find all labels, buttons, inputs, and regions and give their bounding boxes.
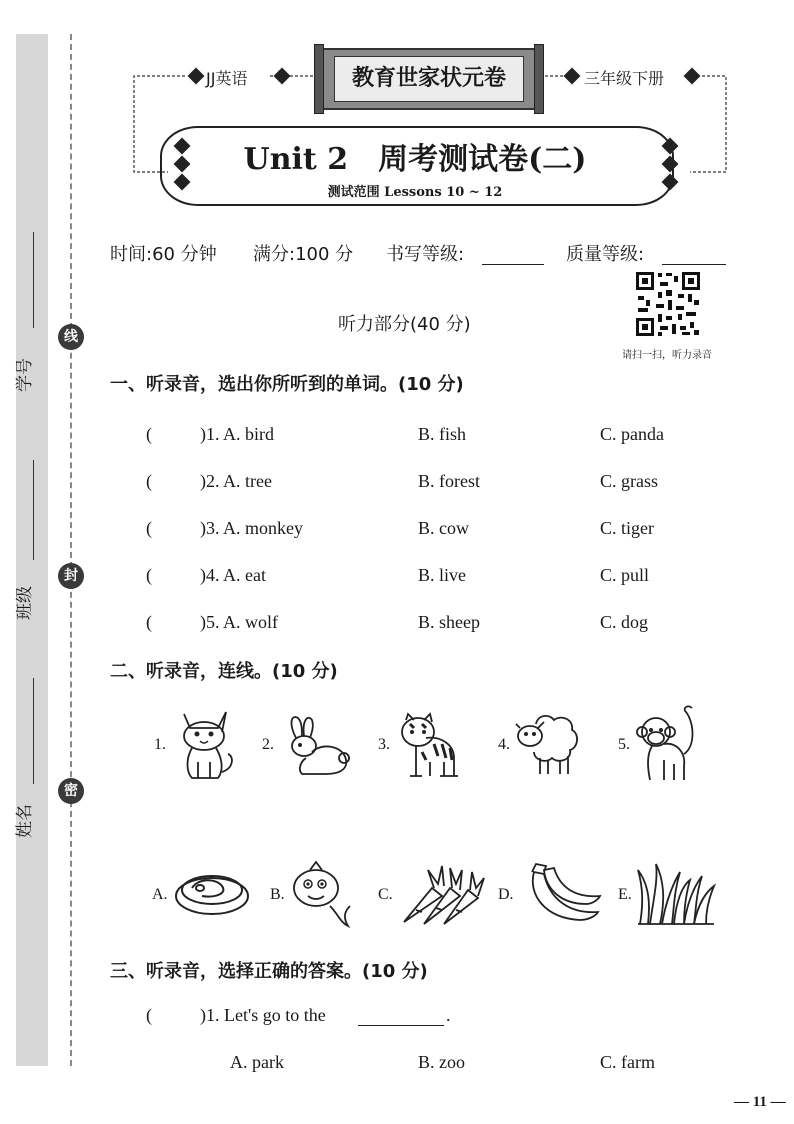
question-option-c: C. tiger [600,518,654,538]
carrots-icon[interactable] [398,862,486,926]
answer-paren[interactable]: ( [146,424,152,444]
bananas-icon[interactable] [524,860,604,924]
grass-icon[interactable] [636,860,716,926]
question-option-a: )2. A. tree [200,471,272,491]
question-option-b: B. fish [418,424,467,444]
question-option-c: C. pull [600,565,650,585]
name-label: 姓名 [15,804,35,838]
option-c: C. farm [600,1052,655,1072]
answer-paren[interactable]: ( [146,518,152,538]
question-option-a: )3. A. monkey [200,518,303,538]
question-option-a: )1. A. bird [200,424,274,444]
quality-grade-label: 质量等级: [566,244,645,265]
answer-paren[interactable]: ( [146,565,152,585]
fish-icon[interactable] [290,860,356,928]
question-option-b: B. sheep [418,612,480,632]
grade-tag: 三年级下册 [584,69,665,88]
class-label: 班级 [15,586,35,620]
qr-code-icon[interactable] [634,270,702,338]
section-2-heading: 二、听录音，连线。(10 分) [110,661,338,682]
student-id-label: 学号 [15,358,35,392]
cat-icon[interactable] [174,706,238,782]
score-info: 满分:100 分 [253,244,354,265]
animal-label-3: 3. [378,736,390,753]
question-option-c: C. dog [600,612,649,632]
time-info: 时间:60 分钟 [110,244,217,265]
question-option-c: C. grass [600,471,658,491]
section-3-heading: 三、听录音，选择正确的答案。(10 分) [110,961,428,982]
question-option-a: )4. A. eat [200,565,266,585]
class-line [33,460,34,560]
animal-label-5: 5. [618,736,630,753]
answer-blank[interactable] [358,1007,444,1026]
question-option-b: B. cow [418,518,469,538]
question-option-b: B. live [418,565,466,585]
question-text: )1. Let's go to the [200,1005,326,1025]
scroll-roll-right [534,44,544,114]
food-label-e: E. [618,886,632,903]
food-label-a: A. [152,886,168,903]
subject-tag: JJ英语 [206,69,248,88]
seal-line: 线 [58,324,84,350]
option-b: B. zoo [418,1052,465,1072]
animal-label-2: 2. [262,736,274,753]
sheep-icon[interactable] [514,710,582,778]
series-scroll [322,48,536,110]
writing-grade-label: 书写等级: [386,244,465,265]
section-1-heading: 一、听录音，选出你所听到的单词。(10 分) [110,374,464,395]
food-label-d: D. [498,886,514,903]
question-option-c: C. panda [600,424,664,444]
food-label-c: C. [378,886,393,903]
rabbit-icon[interactable] [282,712,352,776]
scroll-roll-left [314,44,324,114]
question-option-a: )5. A. wolf [200,612,278,632]
animal-label-4: 4. [498,736,510,753]
answer-paren[interactable]: ( [146,1005,152,1025]
monkey-icon[interactable] [636,702,700,784]
qr-caption: 请扫一扫，听力录音 [622,350,712,361]
option-a: A. park [230,1052,284,1072]
meat-icon[interactable] [172,866,252,918]
name-line [33,678,34,784]
series-title: 教育世家状元卷 [334,56,524,102]
question-option-b: B. forest [418,471,480,491]
seal-seal: 封 [58,563,84,589]
writing-grade-blank[interactable] [482,246,544,265]
answer-paren[interactable]: ( [146,612,152,632]
animal-label-1: 1. [154,736,166,753]
seal-secret: 密 [58,778,84,804]
food-label-b: B. [270,886,285,903]
quality-grade-blank[interactable] [662,246,726,265]
test-scope: 测试范围 Lessons 10 ~ 12 [327,185,503,200]
listening-heading: 听力部分(40 分) [338,314,471,335]
question-end: . [446,1005,451,1025]
test-title: Unit 2 周考测试卷(二) [243,142,587,177]
tiger-icon[interactable] [396,712,460,780]
page-number: — 11 — [734,1094,786,1110]
student-id-line [33,232,34,328]
answer-paren[interactable]: ( [146,471,152,491]
